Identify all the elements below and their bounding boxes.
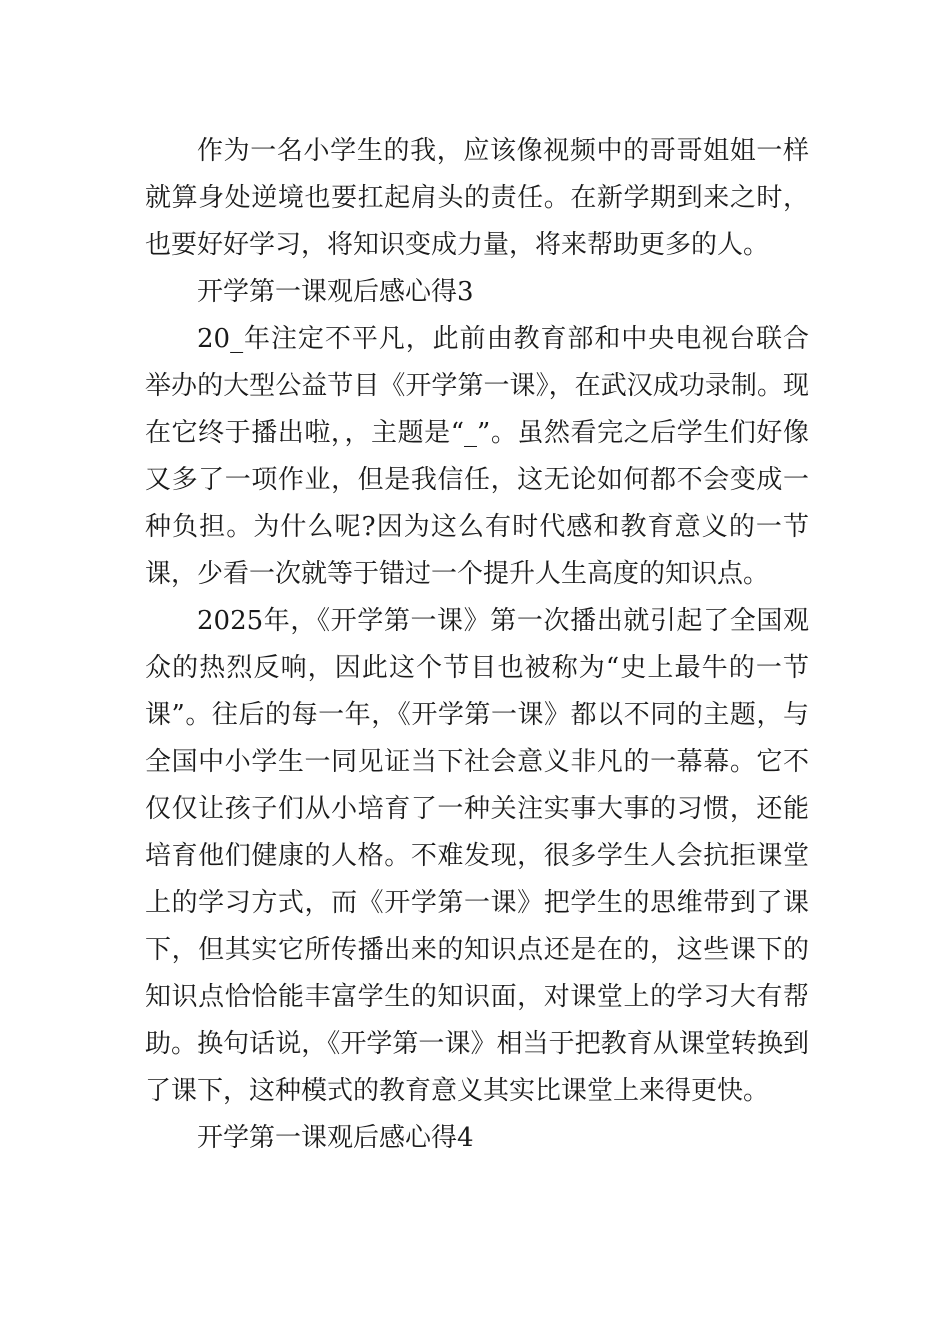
paragraph-1: 作为一名小学生的我，应该像视频中的哥哥姐姐一样就算身处逆境也要扛起肩头的责任。在新学期到来之时，也要好好学习，将知识变成力量，将来帮助更多的人。 (145, 136, 809, 260)
document-body (145, 128, 809, 1162)
section-heading-4: 开学第一课观后感心得4 (197, 1123, 474, 1153)
paragraph-2: 20_年注定不平凡，此前由教育部和中央电视台联合举办的大型公益节目《开学第一课》，在武汉成功录制。现在它终于播出啦，，主题是“_”。虽然看完之后学生们好像又多了一项作业，但是我信任，这无论如何都不会变成一种负担。为什么呢?因为这么有时代感和教育意义的一节课，少看一次就等于错过一个提升人生高度的知识点。 (145, 324, 809, 589)
section-heading-3: 开学第一课观后感心得3 (197, 277, 474, 307)
paragraph-3: 2025年，《开学第一课》第一次播出就引起了全国观众的热烈反响，因此这个节目也被称为“史上最牛的一节课”。往后的每一年，《开学第一课》都以不同的主题，与全国中小学生一同见证当下社会意义非凡的一幕幕。它不仅仅让孩子们从小培育了一种关注实事大事的习惯，还能培育他们健康的人格。不难发现，很多学生人会抗拒课堂上的学习方式，而《开学第一课》把学生的思维带到了课下，但其实它所传播出来的知识点还是在的，这些课下的知识点恰恰能丰富学生的知识面，对课堂上的学习大有帮助。换句话说，《开学第一课》相当于把教育从课堂转换到了课下，这种模式的教育意义其实比课堂上来得更快。 (145, 606, 809, 1106)
